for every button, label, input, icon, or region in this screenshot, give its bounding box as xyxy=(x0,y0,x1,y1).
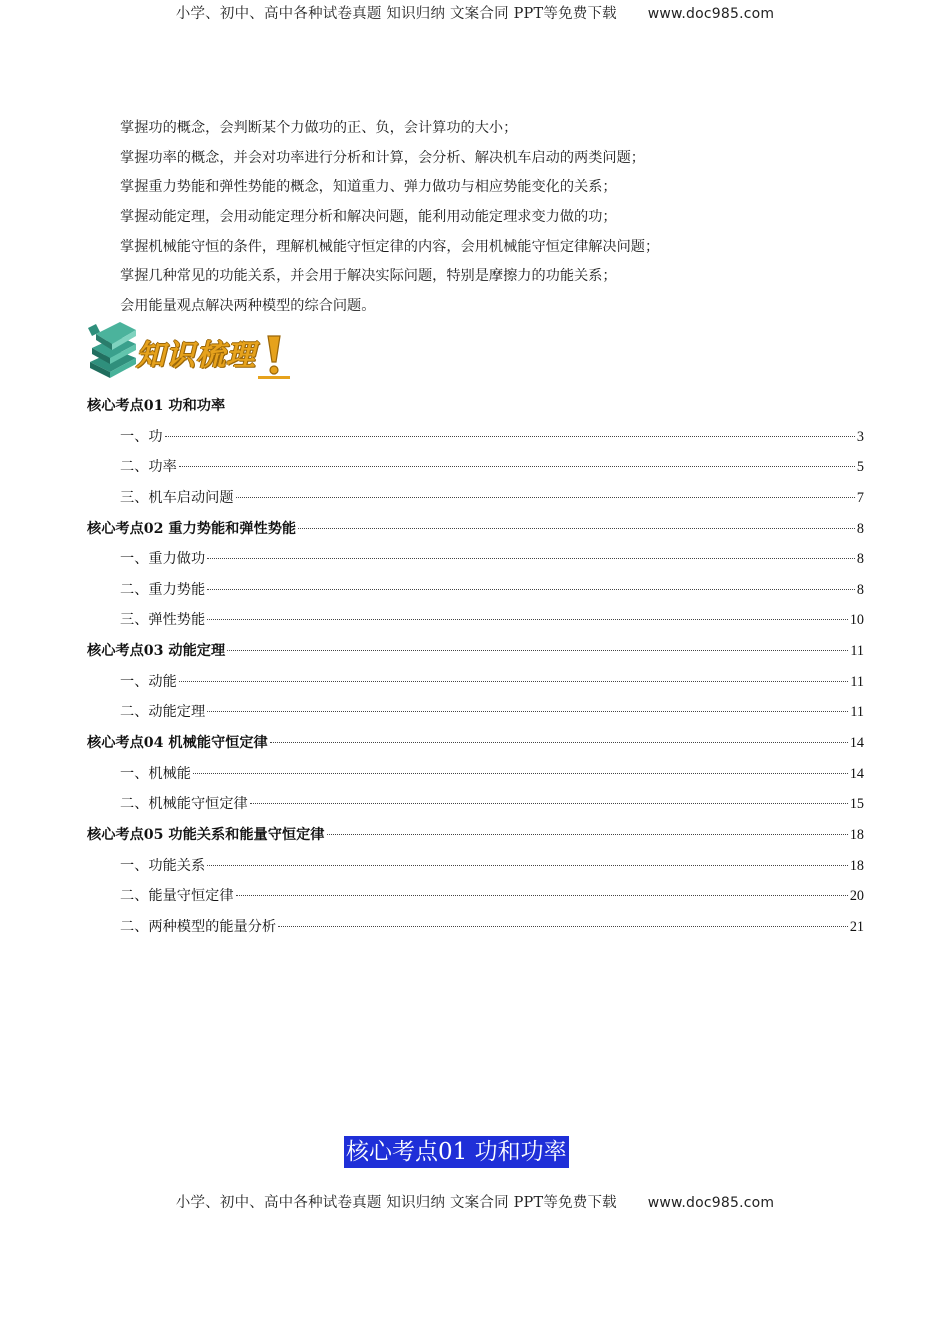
toc-page-number: 8 xyxy=(856,581,864,598)
section-title: 核心考点01 功和功率 xyxy=(344,1136,569,1168)
toc-subsection-entry[interactable] xyxy=(87,483,864,514)
objective-line: 会用能量观点解决两种模型的综合问题。 xyxy=(120,298,376,315)
exclamation-icon xyxy=(256,332,292,382)
objective-line: 掌握重力势能和弹性势能的概念，知道重力、弹力做功与相应势能变化的关系； xyxy=(120,179,617,196)
toc-section-entry[interactable] xyxy=(87,820,864,851)
objective-line: 掌握机械能守恒的条件，理解机械能守恒定律的内容，会用机械能守恒定律解决问题； xyxy=(120,238,660,255)
toc-page-number: 11 xyxy=(850,704,864,721)
toc-entry-label: 二、重力势能 xyxy=(120,581,206,598)
footer-url[interactable]: www.doc985.com xyxy=(647,1195,775,1211)
toc-dot-leader xyxy=(327,834,848,835)
toc-section-entry[interactable] xyxy=(87,636,864,667)
toc-entry-label: 二、能量守恒定律 xyxy=(120,888,234,905)
toc-page-number: 14 xyxy=(849,735,864,752)
toc-page-number: 7 xyxy=(856,489,864,506)
toc-entry-label: 一、动能 xyxy=(120,673,177,690)
toc-entry-label: 一、机械能 xyxy=(120,765,191,782)
toc-page-number: 15 xyxy=(849,796,864,813)
toc-subsection-entry[interactable] xyxy=(87,575,864,606)
objective-line: 掌握功率的概念，并会对功率进行分析和计算，会分析、解决机车启动的两类问题； xyxy=(120,149,645,166)
toc-entry-label: 核心考点03 动能定理 xyxy=(87,643,226,660)
toc-dot-leader xyxy=(207,865,848,866)
toc-page-number: 18 xyxy=(849,826,864,843)
toc-subsection-entry[interactable] xyxy=(87,912,864,943)
toc-dot-leader xyxy=(298,528,855,529)
toc-subsection-entry[interactable] xyxy=(87,881,864,912)
toc-subsection-entry[interactable] xyxy=(87,667,864,698)
banner-title: 知识梳理 xyxy=(136,338,257,372)
toc-page-number: 5 xyxy=(856,459,864,476)
toc-subsection-entry[interactable] xyxy=(87,851,864,882)
toc-dot-leader xyxy=(236,895,848,896)
toc-page-number: 11 xyxy=(850,643,864,660)
table-of-contents xyxy=(87,391,864,943)
toc-section-entry[interactable] xyxy=(87,514,864,545)
toc-section-entry[interactable] xyxy=(87,728,864,759)
toc-entry-label: 二、机械能守恒定律 xyxy=(120,796,248,813)
toc-subsection-entry[interactable] xyxy=(87,759,864,790)
toc-dot-leader xyxy=(227,650,848,651)
objective-line: 掌握动能定理，会用动能定理分析和解决问题，能利用动能定理求变力做的功； xyxy=(120,209,617,226)
page-footer xyxy=(0,1191,950,1212)
toc-dot-leader xyxy=(207,711,848,712)
toc-dot-leader xyxy=(179,681,849,682)
toc-dot-leader xyxy=(207,619,848,620)
toc-entry-label: 一、功 xyxy=(120,428,163,445)
objective-line: 掌握功的概念，会判断某个力做功的正、负，会计算功的大小； xyxy=(120,120,518,136)
toc-entry-label: 三、机车启动问题 xyxy=(120,489,234,506)
toc-page-number: 21 xyxy=(849,918,864,935)
toc-dot-leader xyxy=(278,926,848,927)
toc-entry-label: 二、两种模型的能量分析 xyxy=(120,918,277,935)
toc-subsection-entry[interactable] xyxy=(87,789,864,820)
toc-subsection-entry[interactable] xyxy=(87,422,864,453)
header-text: 小学、初中、高中各种试卷真题 知识归纳 文案合同 PPT等免费下载 xyxy=(175,6,617,22)
toc-page-number: 3 xyxy=(856,428,864,445)
toc-subsection-entry[interactable] xyxy=(87,697,864,728)
toc-entry-label: 核心考点01 功和功率 xyxy=(87,398,226,414)
footer-text: 小学、初中、高中各种试卷真题 知识归纳 文案合同 PPT等免费下载 xyxy=(175,1195,617,1211)
knowledge-banner xyxy=(86,318,301,382)
toc-page-number: 11 xyxy=(850,673,864,690)
toc-dot-leader xyxy=(207,589,855,590)
toc-entry-label: 一、重力做功 xyxy=(120,551,206,568)
header-url[interactable]: www.doc985.com xyxy=(647,6,775,22)
toc-page-number: 8 xyxy=(856,551,864,568)
toc-dot-leader xyxy=(236,497,855,498)
toc-entry-label: 核心考点02 重力势能和弹性势能 xyxy=(87,520,297,537)
toc-page-number: 18 xyxy=(849,857,864,874)
objective-line: 掌握几种常见的功能关系，并会用于解决实际问题，特别是摩擦力的功能关系； xyxy=(120,268,617,285)
toc-subsection-entry[interactable] xyxy=(87,544,864,575)
page-header xyxy=(0,2,950,23)
toc-dot-leader xyxy=(193,773,848,774)
toc-entry-label: 二、动能定理 xyxy=(120,704,206,721)
toc-entry-label: 三、弹性势能 xyxy=(120,612,206,629)
toc-page-number: 14 xyxy=(849,765,864,782)
toc-dot-leader xyxy=(165,436,855,437)
toc-dot-leader xyxy=(250,803,848,804)
toc-subsection-entry[interactable] xyxy=(87,452,864,483)
toc-entry-label: 核心考点04 机械能守恒定律 xyxy=(87,735,268,752)
learning-objectives xyxy=(120,114,840,322)
toc-page-number: 10 xyxy=(849,612,864,629)
toc-entry-label: 二、功率 xyxy=(120,459,177,476)
toc-entry-label: 核心考点05 功能关系和能量守恒定律 xyxy=(87,826,325,843)
toc-entry-label: 一、功能关系 xyxy=(120,857,206,874)
toc-subsection-entry[interactable] xyxy=(87,605,864,636)
toc-section-entry[interactable] xyxy=(87,391,864,422)
toc-dot-leader xyxy=(270,742,848,743)
toc-page-number: 20 xyxy=(849,888,864,905)
toc-dot-leader xyxy=(179,466,855,467)
toc-dot-leader xyxy=(207,558,855,559)
toc-page-number: 8 xyxy=(856,520,864,537)
